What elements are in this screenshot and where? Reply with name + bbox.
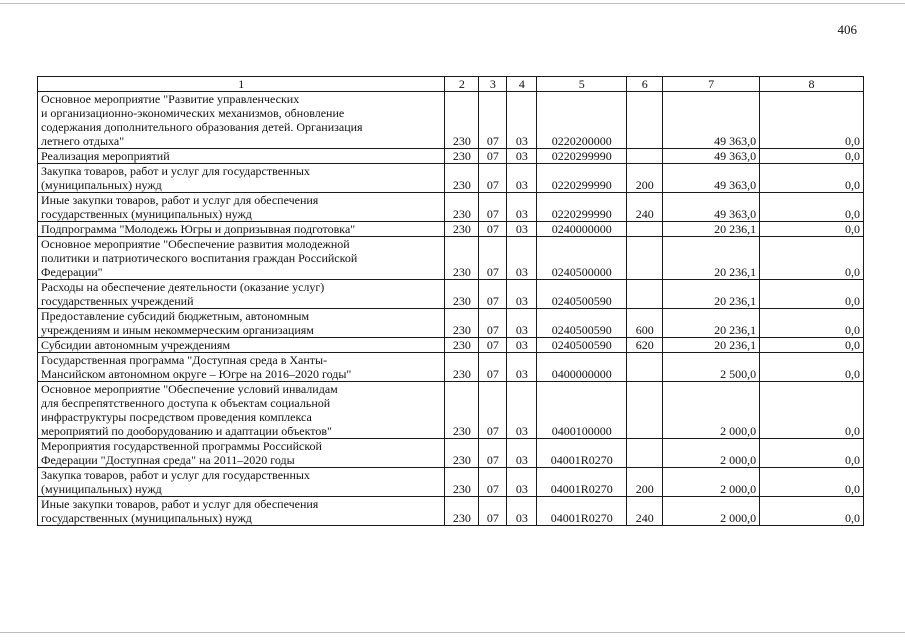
row-name-cell: Подпрограмма "Молодежь Югры и допризывная подготовка" — [38, 222, 445, 237]
header-cell-5: 5 — [537, 77, 627, 92]
row-name-cell: Предоставление субсидий бюджетным, автономным учреждениям и иным некоммерческим организациям — [38, 309, 445, 338]
col6-type-cell — [627, 353, 663, 382]
col2-cell: 230 — [445, 497, 479, 526]
header-cell-2: 2 — [445, 77, 479, 92]
col2-cell: 230 — [445, 149, 479, 164]
col5-code-cell: 0240000000 — [537, 222, 627, 237]
col3-cell: 07 — [479, 309, 507, 338]
col2-cell: 230 — [445, 222, 479, 237]
col5-code-cell: 0240500590 — [537, 309, 627, 338]
col7-amount-cell: 49 363,0 — [663, 193, 760, 222]
col2-cell: 230 — [445, 164, 479, 193]
col7-amount-cell: 20 236,1 — [663, 280, 760, 309]
col3-cell: 07 — [479, 237, 507, 280]
col6-type-cell — [627, 439, 663, 468]
scan-bottom-line — [0, 632, 905, 633]
col3-cell: 07 — [479, 92, 507, 149]
col7-amount-cell: 20 236,1 — [663, 309, 760, 338]
col6-type-cell — [627, 280, 663, 309]
table-row — [38, 338, 864, 353]
col6-type-cell — [627, 149, 663, 164]
col7-amount-cell: 20 236,1 — [663, 237, 760, 280]
header-cell-7: 7 — [663, 77, 760, 92]
table-row — [38, 353, 864, 382]
col4-cell: 03 — [507, 193, 537, 222]
col3-cell: 07 — [479, 149, 507, 164]
col7-amount-cell: 20 236,1 — [663, 338, 760, 353]
col5-code-cell: 0400000000 — [537, 353, 627, 382]
col5-code-cell: 0220299990 — [537, 193, 627, 222]
col6-type-cell: 200 — [627, 468, 663, 497]
col6-type-cell: 620 — [627, 338, 663, 353]
col7-amount-cell: 49 363,0 — [663, 149, 760, 164]
col7-amount-cell: 49 363,0 — [663, 92, 760, 149]
row-name-cell: Иные закупки товаров, работ и услуг для обеспечения государственных (муниципальных) нужд — [38, 193, 445, 222]
col4-cell: 03 — [507, 382, 537, 439]
col5-code-cell: 04001R0270 — [537, 468, 627, 497]
header-row — [38, 77, 864, 92]
col7-amount-cell: 49 363,0 — [663, 164, 760, 193]
col5-code-cell: 04001R0270 — [537, 497, 627, 526]
col3-cell: 07 — [479, 164, 507, 193]
col7-amount-cell: 2 000,0 — [663, 497, 760, 526]
row-name-cell: Закупка товаров, работ и услуг для государственных (муниципальных) нужд — [38, 468, 445, 497]
col5-code-cell: 0240500590 — [537, 280, 627, 309]
col8-amount-cell: 0,0 — [760, 382, 864, 439]
col4-cell: 03 — [507, 280, 537, 309]
table-row — [38, 309, 864, 338]
col7-amount-cell: 2 000,0 — [663, 382, 760, 439]
col2-cell: 230 — [445, 439, 479, 468]
col2-cell: 230 — [445, 468, 479, 497]
col8-amount-cell: 0,0 — [760, 280, 864, 309]
col8-amount-cell: 0,0 — [760, 497, 864, 526]
col6-type-cell — [627, 92, 663, 149]
col7-amount-cell: 2 500,0 — [663, 353, 760, 382]
row-name-cell: Реализация мероприятий — [38, 149, 445, 164]
row-name-cell: Мероприятия государственной программы Российской Федерации "Доступная среда" на 2011–2020 годы — [38, 439, 445, 468]
col8-amount-cell: 0,0 — [760, 439, 864, 468]
col8-amount-cell: 0,0 — [760, 92, 864, 149]
col7-amount-cell: 20 236,1 — [663, 222, 760, 237]
col3-cell: 07 — [479, 193, 507, 222]
header-cell-4: 4 — [507, 77, 537, 92]
col5-code-cell: 0220200000 — [537, 92, 627, 149]
col8-amount-cell: 0,0 — [760, 193, 864, 222]
col8-amount-cell: 0,0 — [760, 164, 864, 193]
col3-cell: 07 — [479, 468, 507, 497]
col2-cell: 230 — [445, 280, 479, 309]
scan-top-line — [0, 3, 905, 4]
col8-amount-cell: 0,0 — [760, 338, 864, 353]
col3-cell: 07 — [479, 353, 507, 382]
table-row — [38, 237, 864, 280]
col5-code-cell: 0240500590 — [537, 338, 627, 353]
col6-type-cell: 240 — [627, 193, 663, 222]
col8-amount-cell: 0,0 — [760, 222, 864, 237]
col4-cell: 03 — [507, 92, 537, 149]
header-cell-3: 3 — [479, 77, 507, 92]
table-row — [38, 193, 864, 222]
col5-code-cell: 04001R0270 — [537, 439, 627, 468]
table-row — [38, 149, 864, 164]
col4-cell: 03 — [507, 222, 537, 237]
col6-type-cell: 240 — [627, 497, 663, 526]
table-row — [38, 280, 864, 309]
col2-cell: 230 — [445, 353, 479, 382]
col5-code-cell: 0240500000 — [537, 237, 627, 280]
col4-cell: 03 — [507, 353, 537, 382]
col8-amount-cell: 0,0 — [760, 309, 864, 338]
col5-code-cell: 0220299990 — [537, 149, 627, 164]
row-name-cell: Субсидии автономным учреждениям — [38, 338, 445, 353]
header-cell-6: 6 — [627, 77, 663, 92]
col6-type-cell: 600 — [627, 309, 663, 338]
col4-cell: 03 — [507, 338, 537, 353]
table-row — [38, 164, 864, 193]
col7-amount-cell: 2 000,0 — [663, 468, 760, 497]
table-row — [38, 439, 864, 468]
row-name-cell: Основное мероприятие "Обеспечение условий инвалидам для беспрепятственного доступа к объектам социальной инфраструктуры посредством проведения комплекса мероприятий по дооборудованию и адаптации объектов" — [38, 382, 445, 439]
col4-cell: 03 — [507, 309, 537, 338]
col2-cell: 230 — [445, 237, 479, 280]
col5-code-cell: 0220299990 — [537, 164, 627, 193]
col3-cell: 07 — [479, 280, 507, 309]
col6-type-cell — [627, 222, 663, 237]
table-row — [38, 382, 864, 439]
col8-amount-cell: 0,0 — [760, 237, 864, 280]
row-name-cell: Основное мероприятие "Развитие управленческих и организационно-экономических механизмов, обновление содержания дополнительного образования детей. Организация летнего отдыха" — [38, 92, 445, 149]
col4-cell: 03 — [507, 439, 537, 468]
col2-cell: 230 — [445, 338, 479, 353]
col2-cell: 230 — [445, 382, 479, 439]
col8-amount-cell: 0,0 — [760, 149, 864, 164]
col4-cell: 03 — [507, 149, 537, 164]
col8-amount-cell: 0,0 — [760, 353, 864, 382]
header-cell-1: 1 — [38, 77, 445, 92]
page-number: 406 — [837, 22, 857, 37]
col4-cell: 03 — [507, 164, 537, 193]
col3-cell: 07 — [479, 439, 507, 468]
col2-cell: 230 — [445, 309, 479, 338]
col4-cell: 03 — [507, 468, 537, 497]
col4-cell: 03 — [507, 497, 537, 526]
row-name-cell: Закупка товаров, работ и услуг для государственных (муниципальных) нужд — [38, 164, 445, 193]
table-row — [38, 92, 864, 149]
table-row — [38, 222, 864, 237]
col3-cell: 07 — [479, 338, 507, 353]
col8-amount-cell: 0,0 — [760, 468, 864, 497]
header-cell-8: 8 — [760, 77, 864, 92]
col6-type-cell — [627, 382, 663, 439]
row-name-cell: Основное мероприятие "Обеспечение развития молодежной политики и патриотического воспитания граждан Российской Федерации" — [38, 237, 445, 280]
row-name-cell: Расходы на обеспечение деятельности (оказание услуг) государственных учреждений — [38, 280, 445, 309]
row-name-cell: Иные закупки товаров, работ и услуг для обеспечения государственных (муниципальных) нужд — [38, 497, 445, 526]
col7-amount-cell: 2 000,0 — [663, 439, 760, 468]
col6-type-cell — [627, 237, 663, 280]
col3-cell: 07 — [479, 382, 507, 439]
col5-code-cell: 0400100000 — [537, 382, 627, 439]
table-row — [38, 497, 864, 526]
col2-cell: 230 — [445, 92, 479, 149]
col4-cell: 03 — [507, 237, 537, 280]
budget-table — [37, 76, 864, 526]
col2-cell: 230 — [445, 193, 479, 222]
col3-cell: 07 — [479, 497, 507, 526]
row-name-cell: Государственная программа "Доступная среда в Ханты- Мансийском автономном округе – Югре на 2016–2020 годы" — [38, 353, 445, 382]
table-row — [38, 468, 864, 497]
col3-cell: 07 — [479, 222, 507, 237]
col6-type-cell: 200 — [627, 164, 663, 193]
